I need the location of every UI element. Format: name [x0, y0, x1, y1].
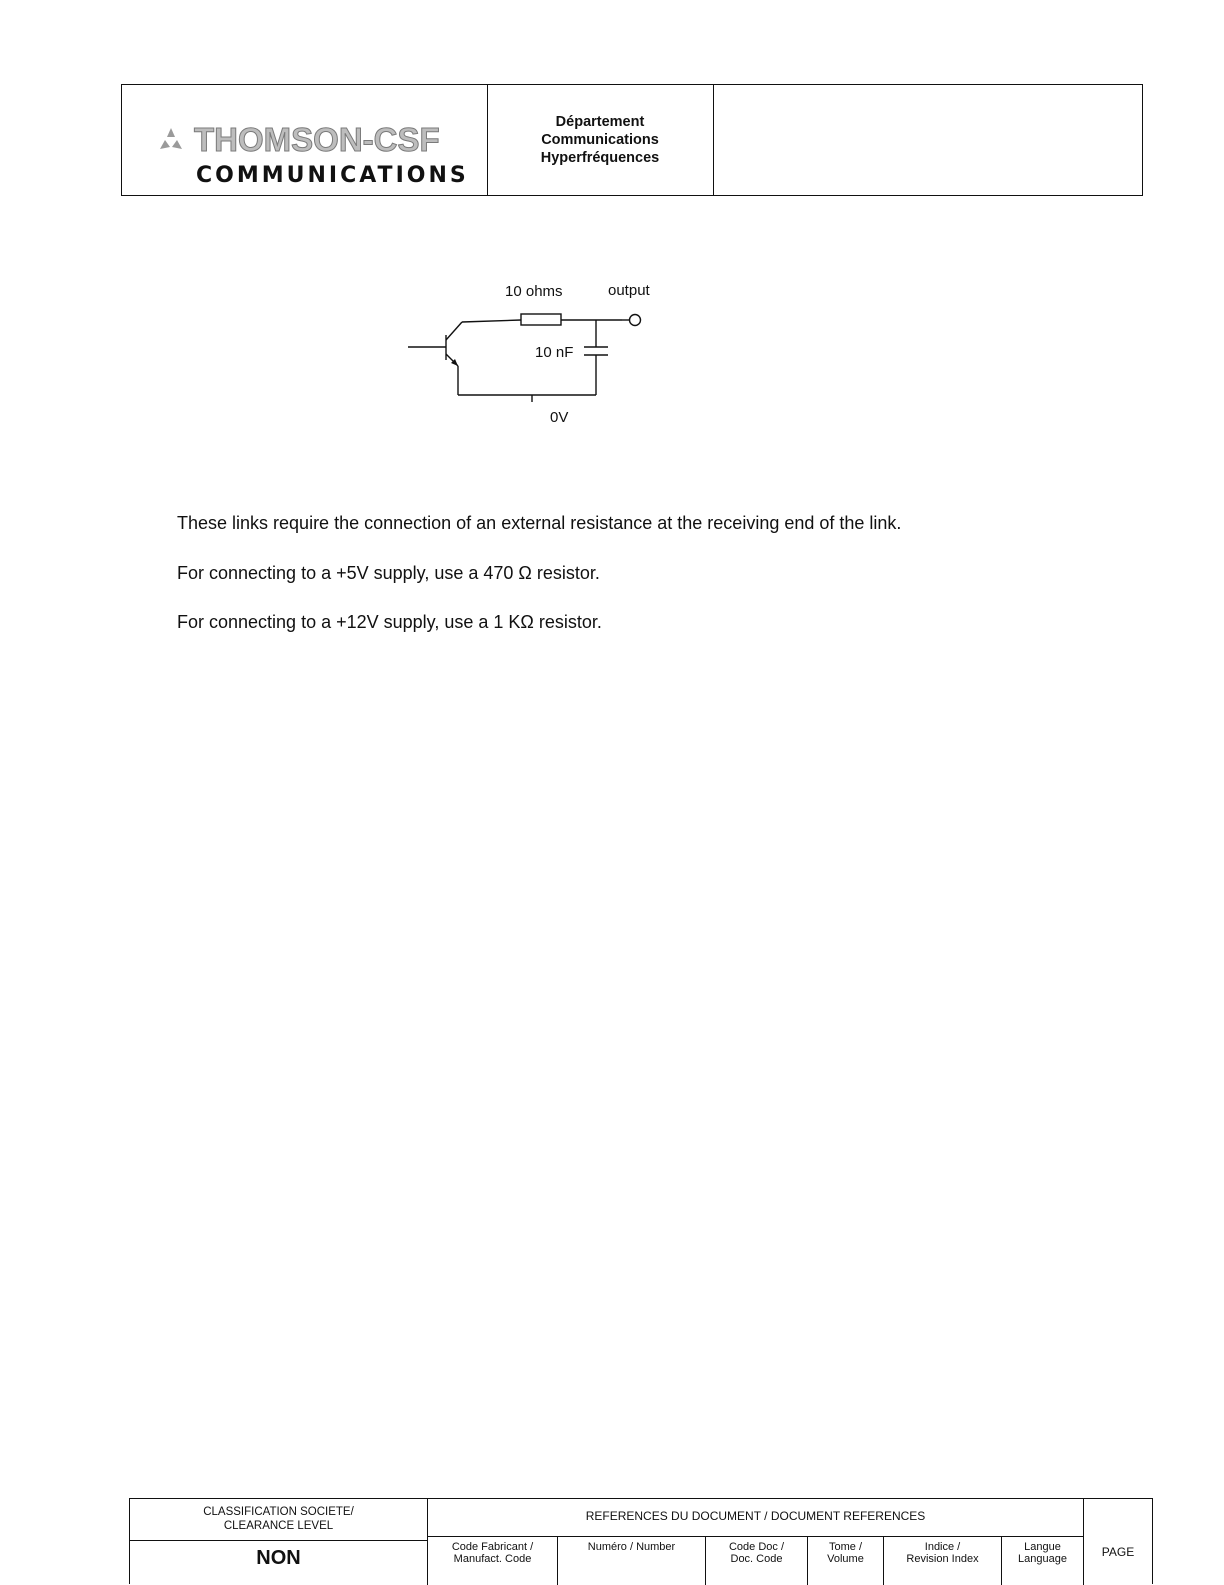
column-label: Doc. Code [730, 1553, 783, 1565]
ground-label: 0V [550, 409, 569, 426]
column-label: Code Fabricant / [451, 1541, 534, 1553]
company-brand: THOMSON-CSF [194, 121, 440, 158]
department-cell [487, 85, 714, 195]
output-label: output [608, 282, 650, 299]
document-footer [129, 1498, 1153, 1584]
column-label: Revision Index [906, 1553, 979, 1565]
logo-cell [122, 85, 488, 195]
references-title: REFERENCES DU DOCUMENT / DOCUMENT REFERENCES [428, 1499, 1084, 1537]
classification-label: CLEARANCE LEVEL [223, 1520, 334, 1532]
column-label: Langue [1024, 1541, 1061, 1553]
department-line: Département [555, 114, 645, 130]
classification-value: NON [130, 1541, 428, 1585]
body-paragraph: These links require the connection of an external resistance at the receiving end of the link. [177, 513, 902, 533]
number-column [558, 1537, 706, 1585]
resistor-label: 10 ohms [505, 283, 563, 300]
classification-cell [130, 1499, 428, 1541]
revision-index-column [884, 1537, 1002, 1585]
document-header [121, 84, 1143, 196]
column-label: Code Doc / [728, 1541, 785, 1553]
column-label: Volume [827, 1553, 864, 1565]
department-line: Hyperfréquences [540, 150, 660, 166]
column-label: Language [1018, 1553, 1067, 1565]
output-circuit-diagram [400, 280, 680, 430]
language-column [1002, 1537, 1084, 1585]
column-label: Indice / [924, 1541, 961, 1553]
thomson-logo-icon [156, 125, 186, 155]
body-paragraph: For connecting to a +12V supply, use a 1 KΩ resistor. [177, 612, 602, 632]
company-subtitle: COMMUNICATIONS [196, 163, 469, 188]
capacitor-label: 10 nF [535, 344, 574, 361]
column-label: Manufact. Code [453, 1553, 532, 1565]
classification-label: CLASSIFICATION SOCIETE/ [203, 1506, 354, 1518]
header-empty-cell [713, 85, 1142, 195]
volume-column [808, 1537, 884, 1585]
column-label: Numéro / Number [587, 1541, 676, 1553]
doc-code-column [706, 1537, 808, 1585]
page-label: PAGE [1101, 1545, 1135, 1559]
manufacturer-code-column [428, 1537, 558, 1585]
column-label: Tome / [828, 1541, 862, 1553]
department-line: Communications [541, 132, 659, 148]
body-paragraph: For connecting to a +5V supply, use a 470 Ω resistor. [177, 563, 600, 583]
